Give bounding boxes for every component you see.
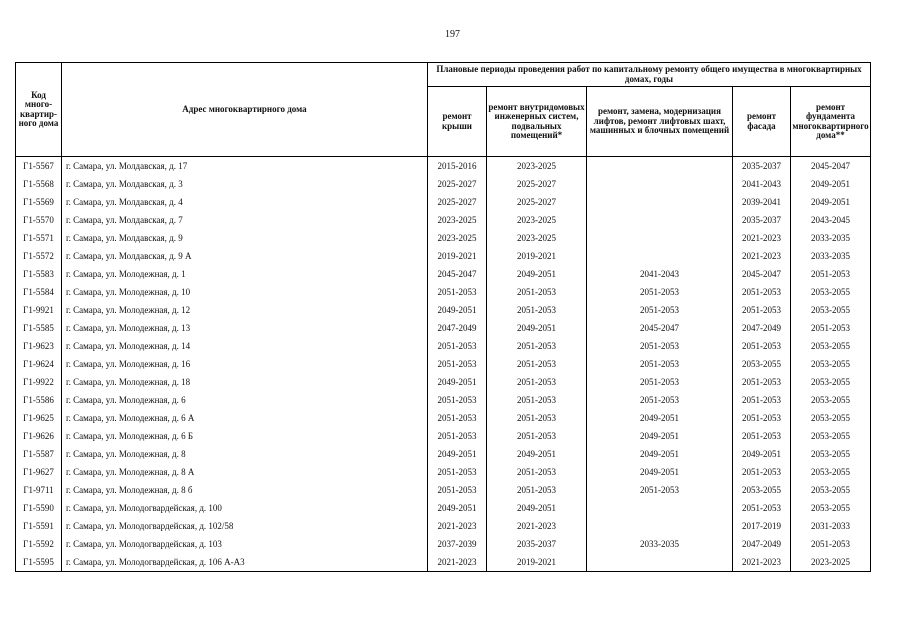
cell-code: Г1-5567 bbox=[16, 157, 62, 176]
cell-address: г. Самара, ул. Молодогвардейская, д. 100 bbox=[62, 499, 428, 517]
cell-lifts: 2051-2053 bbox=[587, 337, 733, 355]
cell-roof: 2025-2027 bbox=[428, 193, 487, 211]
cell-facade: 2051-2053 bbox=[733, 373, 791, 391]
cell-code: Г1-5584 bbox=[16, 283, 62, 301]
cell-roof: 2037-2039 bbox=[428, 535, 487, 553]
cell-foundation: 2049-2051 bbox=[791, 175, 871, 193]
cell-address: г. Самара, ул. Молодежная, д. 6 Б bbox=[62, 427, 428, 445]
cell-lifts: 2051-2053 bbox=[587, 283, 733, 301]
table-row bbox=[16, 553, 871, 572]
cell-address: г. Самара, ул. Молдавская, д. 7 bbox=[62, 211, 428, 229]
repair-schedule-table bbox=[15, 62, 871, 572]
header-address: Адрес многоквартирного дома bbox=[62, 63, 428, 157]
cell-foundation: 2053-2055 bbox=[791, 337, 871, 355]
cell-foundation: 2053-2055 bbox=[791, 499, 871, 517]
cell-systems: 2049-2051 bbox=[487, 445, 587, 463]
cell-code: Г1-5592 bbox=[16, 535, 62, 553]
cell-address: г. Самара, ул. Молодежная, д. 12 bbox=[62, 301, 428, 319]
table-row bbox=[16, 229, 871, 247]
cell-facade: 2051-2053 bbox=[733, 427, 791, 445]
cell-systems: 2051-2053 bbox=[487, 337, 587, 355]
cell-lifts bbox=[587, 517, 733, 535]
cell-roof: 2051-2053 bbox=[428, 391, 487, 409]
cell-address: г. Самара, ул. Молодежная, д. 13 bbox=[62, 319, 428, 337]
cell-foundation: 2053-2055 bbox=[791, 355, 871, 373]
cell-foundation: 2053-2055 bbox=[791, 373, 871, 391]
table-row bbox=[16, 247, 871, 265]
cell-code: Г1-5568 bbox=[16, 175, 62, 193]
cell-roof: 2049-2051 bbox=[428, 445, 487, 463]
cell-systems: 2023-2025 bbox=[487, 229, 587, 247]
header-facade: ремонт фасада bbox=[733, 87, 791, 157]
cell-lifts bbox=[587, 157, 733, 176]
header-foundation: ремонт фундамента многоквартирного дома** bbox=[791, 87, 871, 157]
cell-address: г. Самара, ул. Молдавская, д. 9 А bbox=[62, 247, 428, 265]
cell-code: Г1-5586 bbox=[16, 391, 62, 409]
cell-systems: 2051-2053 bbox=[487, 355, 587, 373]
cell-foundation: 2053-2055 bbox=[791, 481, 871, 499]
cell-code: Г1-9623 bbox=[16, 337, 62, 355]
cell-lifts bbox=[587, 499, 733, 517]
cell-foundation: 2033-2035 bbox=[791, 247, 871, 265]
cell-systems: 2051-2053 bbox=[487, 409, 587, 427]
cell-lifts: 2049-2051 bbox=[587, 445, 733, 463]
cell-roof: 2025-2027 bbox=[428, 175, 487, 193]
table-row bbox=[16, 355, 871, 373]
cell-systems: 2023-2025 bbox=[487, 211, 587, 229]
cell-address: г. Самара, ул. Молодогвардейская, д. 106 А-А3 bbox=[62, 553, 428, 572]
page-number: 197 bbox=[445, 29, 460, 40]
cell-facade: 2047-2049 bbox=[733, 319, 791, 337]
cell-code: Г1-5571 bbox=[16, 229, 62, 247]
cell-code: Г1-9922 bbox=[16, 373, 62, 391]
cell-roof: 2019-2021 bbox=[428, 247, 487, 265]
cell-address: г. Самара, ул. Молодежная, д. 8 б bbox=[62, 481, 428, 499]
cell-lifts: 2049-2051 bbox=[587, 409, 733, 427]
cell-systems: 2051-2053 bbox=[487, 301, 587, 319]
cell-foundation: 2053-2055 bbox=[791, 463, 871, 481]
cell-foundation: 2053-2055 bbox=[791, 283, 871, 301]
cell-foundation: 2023-2025 bbox=[791, 553, 871, 572]
cell-address: г. Самара, ул. Молодежная, д. 6 А bbox=[62, 409, 428, 427]
table-body bbox=[16, 157, 871, 572]
cell-address: г. Самара, ул. Молдавская, д. 4 bbox=[62, 193, 428, 211]
cell-address: г. Самара, ул. Молодежная, д. 14 bbox=[62, 337, 428, 355]
cell-facade: 2041-2043 bbox=[733, 175, 791, 193]
cell-code: Г1-5585 bbox=[16, 319, 62, 337]
cell-facade: 2035-2037 bbox=[733, 157, 791, 176]
cell-code: Г1-9626 bbox=[16, 427, 62, 445]
cell-systems: 2023-2025 bbox=[487, 157, 587, 176]
cell-address: г. Самара, ул. Молдавская, д. 9 bbox=[62, 229, 428, 247]
cell-address: г. Самара, ул. Молдавская, д. 17 bbox=[62, 157, 428, 176]
cell-code: Г1-5570 bbox=[16, 211, 62, 229]
cell-address: г. Самара, ул. Молодежная, д. 8 А bbox=[62, 463, 428, 481]
cell-facade: 2051-2053 bbox=[733, 463, 791, 481]
header-systems: ремонт внутридомовых инженерных систем, подвальных помещений* bbox=[487, 87, 587, 157]
cell-foundation: 2043-2045 bbox=[791, 211, 871, 229]
cell-foundation: 2051-2053 bbox=[791, 319, 871, 337]
header-code: Код много-квартир-ного дома bbox=[16, 63, 62, 157]
cell-roof: 2051-2053 bbox=[428, 337, 487, 355]
table-row bbox=[16, 319, 871, 337]
cell-systems: 2025-2027 bbox=[487, 175, 587, 193]
cell-code: Г1-9711 bbox=[16, 481, 62, 499]
cell-code: Г1-5569 bbox=[16, 193, 62, 211]
header-lifts: ремонт, замена, модернизация лифтов, ремонт лифтовых шахт, машинных и блочных помещений bbox=[587, 87, 733, 157]
cell-address: г. Самара, ул. Молодежная, д. 1 bbox=[62, 265, 428, 283]
cell-roof: 2051-2053 bbox=[428, 283, 487, 301]
cell-foundation: 2051-2053 bbox=[791, 265, 871, 283]
cell-address: г. Самара, ул. Молодогвардейская, д. 103 bbox=[62, 535, 428, 553]
cell-roof: 2045-2047 bbox=[428, 265, 487, 283]
table-row bbox=[16, 391, 871, 409]
cell-address: г. Самара, ул. Молодежная, д. 8 bbox=[62, 445, 428, 463]
table-row bbox=[16, 193, 871, 211]
cell-code: Г1-9624 bbox=[16, 355, 62, 373]
cell-foundation: 2033-2035 bbox=[791, 229, 871, 247]
cell-systems: 2051-2053 bbox=[487, 427, 587, 445]
cell-lifts: 2045-2047 bbox=[587, 319, 733, 337]
cell-code: Г1-9921 bbox=[16, 301, 62, 319]
cell-systems: 2035-2037 bbox=[487, 535, 587, 553]
cell-foundation: 2053-2055 bbox=[791, 301, 871, 319]
table-row bbox=[16, 157, 871, 176]
cell-systems: 2019-2021 bbox=[487, 247, 587, 265]
cell-code: Г1-5572 bbox=[16, 247, 62, 265]
header-group: Плановые периоды проведения работ по капитальному ремонту общего имущества в многоквартирных домах, годы bbox=[428, 63, 871, 87]
cell-foundation: 2051-2053 bbox=[791, 535, 871, 553]
cell-facade: 2021-2023 bbox=[733, 229, 791, 247]
cell-systems: 2049-2051 bbox=[487, 499, 587, 517]
table-row bbox=[16, 481, 871, 499]
table-row bbox=[16, 175, 871, 193]
table-row bbox=[16, 337, 871, 355]
table-header bbox=[16, 63, 871, 157]
cell-lifts: 2051-2053 bbox=[587, 481, 733, 499]
cell-roof: 2051-2053 bbox=[428, 481, 487, 499]
cell-systems: 2051-2053 bbox=[487, 481, 587, 499]
cell-systems: 2021-2023 bbox=[487, 517, 587, 535]
cell-address: г. Самара, ул. Молодежная, д. 18 bbox=[62, 373, 428, 391]
cell-roof: 2049-2051 bbox=[428, 499, 487, 517]
cell-foundation: 2031-2033 bbox=[791, 517, 871, 535]
cell-roof: 2051-2053 bbox=[428, 463, 487, 481]
table-row bbox=[16, 265, 871, 283]
cell-roof: 2023-2025 bbox=[428, 211, 487, 229]
cell-roof: 2015-2016 bbox=[428, 157, 487, 176]
cell-foundation: 2053-2055 bbox=[791, 409, 871, 427]
cell-lifts: 2033-2035 bbox=[587, 535, 733, 553]
cell-code: Г1-5583 bbox=[16, 265, 62, 283]
cell-facade: 2051-2053 bbox=[733, 499, 791, 517]
cell-facade: 2021-2023 bbox=[733, 247, 791, 265]
cell-lifts bbox=[587, 553, 733, 572]
cell-roof: 2051-2053 bbox=[428, 355, 487, 373]
table-row bbox=[16, 499, 871, 517]
cell-roof: 2049-2051 bbox=[428, 301, 487, 319]
cell-address: г. Самара, ул. Молодогвардейская, д. 102/58 bbox=[62, 517, 428, 535]
table-row bbox=[16, 283, 871, 301]
cell-code: Г1-5591 bbox=[16, 517, 62, 535]
cell-foundation: 2049-2051 bbox=[791, 193, 871, 211]
cell-lifts: 2049-2051 bbox=[587, 427, 733, 445]
cell-facade: 2049-2051 bbox=[733, 445, 791, 463]
cell-facade: 2047-2049 bbox=[733, 535, 791, 553]
table-row bbox=[16, 409, 871, 427]
cell-code: Г1-9625 bbox=[16, 409, 62, 427]
cell-systems: 2051-2053 bbox=[487, 283, 587, 301]
cell-lifts: 2051-2053 bbox=[587, 373, 733, 391]
table-row bbox=[16, 517, 871, 535]
cell-foundation: 2053-2055 bbox=[791, 445, 871, 463]
header-roof: ремонт крыши bbox=[428, 87, 487, 157]
cell-systems: 2051-2053 bbox=[487, 391, 587, 409]
cell-systems: 2051-2053 bbox=[487, 373, 587, 391]
cell-systems: 2049-2051 bbox=[487, 319, 587, 337]
cell-lifts: 2041-2043 bbox=[587, 265, 733, 283]
table-row bbox=[16, 463, 871, 481]
table-row bbox=[16, 535, 871, 553]
cell-roof: 2047-2049 bbox=[428, 319, 487, 337]
cell-address: г. Самара, ул. Молдавская, д. 3 bbox=[62, 175, 428, 193]
cell-facade: 2053-2055 bbox=[733, 355, 791, 373]
cell-lifts bbox=[587, 193, 733, 211]
cell-lifts: 2051-2053 bbox=[587, 301, 733, 319]
cell-code: Г1-5595 bbox=[16, 553, 62, 572]
cell-address: г. Самара, ул. Молодежная, д. 10 bbox=[62, 283, 428, 301]
cell-code: Г1-5590 bbox=[16, 499, 62, 517]
cell-systems: 2019-2021 bbox=[487, 553, 587, 572]
table-row bbox=[16, 211, 871, 229]
cell-foundation: 2045-2047 bbox=[791, 157, 871, 176]
cell-facade: 2051-2053 bbox=[733, 391, 791, 409]
cell-roof: 2051-2053 bbox=[428, 427, 487, 445]
cell-roof: 2049-2051 bbox=[428, 373, 487, 391]
cell-facade: 2039-2041 bbox=[733, 193, 791, 211]
cell-facade: 2051-2053 bbox=[733, 409, 791, 427]
cell-facade: 2051-2053 bbox=[733, 337, 791, 355]
cell-systems: 2051-2053 bbox=[487, 463, 587, 481]
cell-facade: 2017-2019 bbox=[733, 517, 791, 535]
cell-roof: 2021-2023 bbox=[428, 517, 487, 535]
cell-lifts: 2051-2053 bbox=[587, 355, 733, 373]
cell-roof: 2023-2025 bbox=[428, 229, 487, 247]
cell-address: г. Самара, ул. Молодежная, д. 6 bbox=[62, 391, 428, 409]
cell-lifts: 2051-2053 bbox=[587, 391, 733, 409]
cell-foundation: 2053-2055 bbox=[791, 427, 871, 445]
cell-lifts: 2049-2051 bbox=[587, 463, 733, 481]
cell-foundation: 2053-2055 bbox=[791, 391, 871, 409]
cell-address: г. Самара, ул. Молодежная, д. 16 bbox=[62, 355, 428, 373]
cell-lifts bbox=[587, 175, 733, 193]
cell-facade: 2035-2037 bbox=[733, 211, 791, 229]
cell-facade: 2053-2055 bbox=[733, 481, 791, 499]
cell-code: Г1-9627 bbox=[16, 463, 62, 481]
cell-lifts bbox=[587, 247, 733, 265]
cell-facade: 2045-2047 bbox=[733, 265, 791, 283]
cell-roof: 2021-2023 bbox=[428, 553, 487, 572]
cell-facade: 2021-2023 bbox=[733, 553, 791, 572]
cell-systems: 2049-2051 bbox=[487, 265, 587, 283]
cell-roof: 2051-2053 bbox=[428, 409, 487, 427]
cell-code: Г1-5587 bbox=[16, 445, 62, 463]
table-row bbox=[16, 427, 871, 445]
table-row bbox=[16, 445, 871, 463]
table-row bbox=[16, 373, 871, 391]
cell-facade: 2051-2053 bbox=[733, 283, 791, 301]
table-row bbox=[16, 301, 871, 319]
cell-facade: 2051-2053 bbox=[733, 301, 791, 319]
cell-lifts bbox=[587, 211, 733, 229]
cell-lifts bbox=[587, 229, 733, 247]
cell-systems: 2025-2027 bbox=[487, 193, 587, 211]
